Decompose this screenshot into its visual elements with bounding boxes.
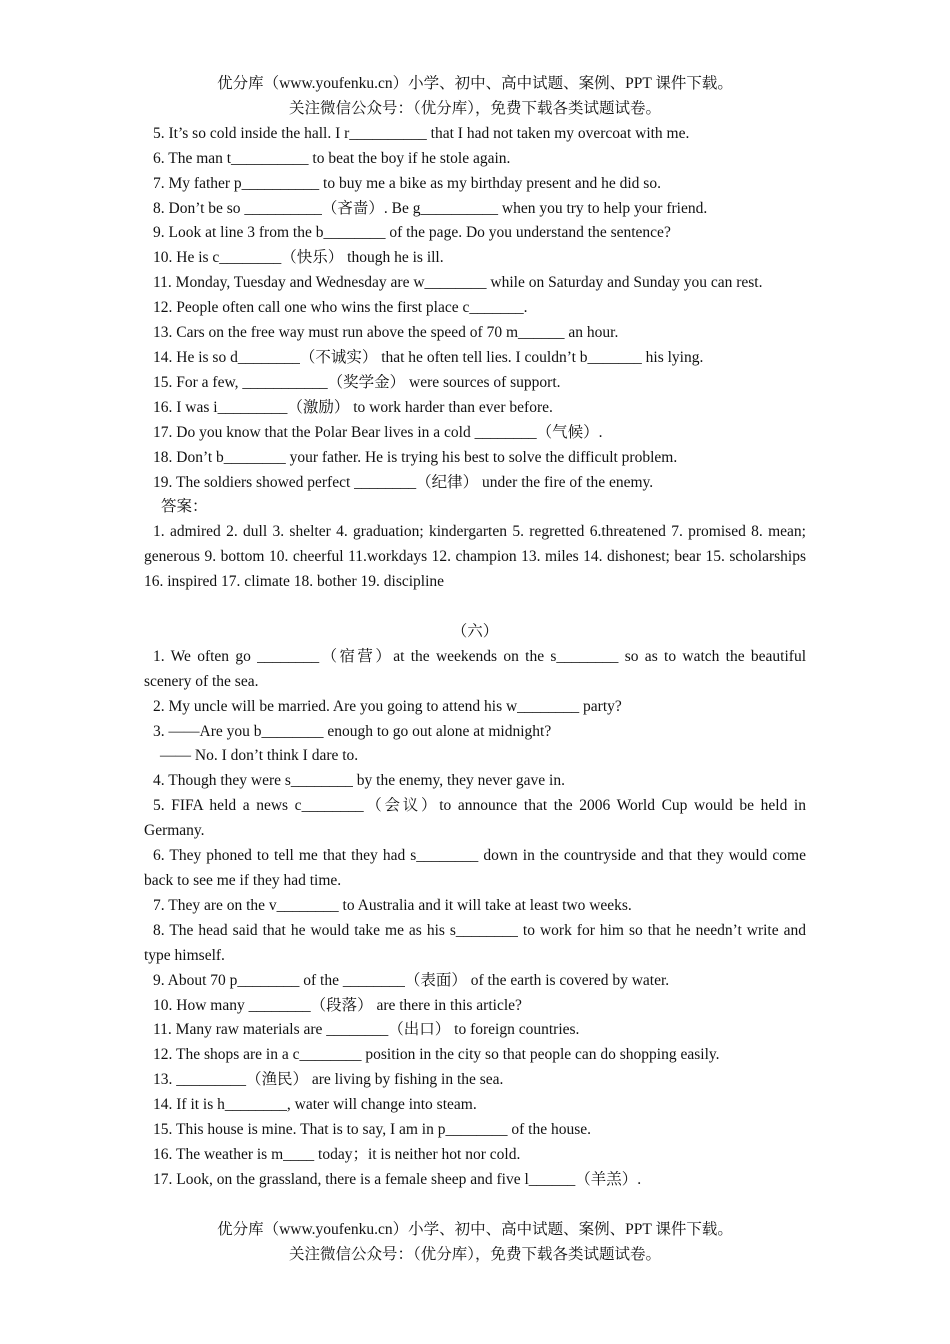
answer-label: 答案： bbox=[161, 498, 208, 516]
question-5-14: 14. He is so d________（不诚实） that he often tell lies. I couldn’t b_______ his lying. bbox=[153, 348, 704, 366]
question-6-11: 11. Many raw materials are ________（出口） to foreign countries. bbox=[153, 1021, 580, 1039]
footer-line-1: 优分库（www.youfenku.cn）小学、初中、高中试题、案例、PPT 课件下载。 bbox=[217, 1221, 733, 1238]
header-line-2: 关注微信公众号：（优分库），免费下载各类试题试卷。 bbox=[288, 99, 661, 117]
question-5-12: 12. People often call one who wins the first place c_______. bbox=[153, 299, 528, 317]
question-5-9: 9. Look at line 3 from the b________ of the page. Do you understand the sentence? bbox=[153, 224, 671, 242]
question-5-16: 16. I was i_________（激励） to work harder than ever before. bbox=[153, 398, 553, 416]
question-5-8: 8. Don’t be so __________（吝啬）. Be g__________ when you try to help your friend. bbox=[153, 199, 708, 217]
question-5-17: 17. Do you know that the Polar Bear lives in a cold ________（气候）. bbox=[153, 423, 603, 441]
footer-line-2: 关注微信公众号：（优分库），免费下载各类试题试卷。 bbox=[288, 1245, 661, 1263]
question-6-5: 5. FIFA held a news c________（会议）to announce that the 2006 World Cup would be held in Germany. bbox=[144, 797, 806, 840]
question-5-13: 13. Cars on the free way must run above the speed of 70 m______ an hour. bbox=[153, 324, 619, 342]
question-6-1: 1. We often go ________（宿营）at the weekends on the s________ so as to watch the beautiful scenery of the sea. bbox=[144, 647, 806, 690]
question-6-10: 10. How many ________（段落） are there in this article? bbox=[153, 996, 522, 1014]
section-title-6: （六） bbox=[451, 622, 499, 640]
header-line-1: 优分库（www.youfenku.cn）小学、初中、高中试题、案例、PPT 课件下载。 bbox=[217, 75, 733, 92]
question-6-13: 13. _________（渔民） are living by fishing in the sea. bbox=[153, 1071, 504, 1089]
question-6-4: 4. Though they were s________ by the enemy, they never gave in. bbox=[153, 772, 565, 790]
question-5-6: 6. The man t__________ to beat the boy if he stole again. bbox=[153, 149, 511, 167]
question-5-10: 10. He is c________（快乐） though he is ill. bbox=[153, 249, 444, 267]
question-5-11: 11. Monday, Tuesday and Wednesday are w________ while on Saturday and Sunday you can rest. bbox=[153, 274, 763, 292]
question-6-8: 8. The head said that he would take me as his s________ to work for him so that he needn’t write and type himself. bbox=[144, 921, 806, 964]
page-footer bbox=[144, 1218, 806, 1268]
question-6-14: 14. If it is h________, water will change into steam. bbox=[153, 1096, 477, 1114]
question-6-3-reply: —— No. I don’t think I dare to. bbox=[160, 747, 359, 765]
question-6-3: 3. ——Are you b________ enough to go out alone at midnight? bbox=[153, 722, 552, 740]
question-6-12: 12. The shops are in a c________ position in the city so that people can do shopping easily. bbox=[153, 1046, 720, 1064]
question-6-9: 9. About 70 p________ of the ________（表面） of the earth is covered by water. bbox=[153, 971, 670, 989]
question-6-7: 7. They are on the v________ to Australia and it will take at least two weeks. bbox=[153, 896, 632, 914]
question-6-2: 2. My uncle will be married. Are you going to attend his w________ party? bbox=[153, 697, 622, 715]
answer-key: 1. admired 2. dull 3. shelter 4. graduation; kindergarten 5. regretted 6.threatened 7. promised 8. mean; generous 9. bottom 10. cheerful 11.workdays 12. champion 13. miles 14. dishonest; bear 15. scholarships 16. inspired 17. climate 18. bother 19. discipline bbox=[144, 523, 806, 591]
question-5-5: 5. It’s so cold inside the hall. I r__________ that I had not taken my overcoat with me. bbox=[153, 124, 690, 142]
question-6-16: 16. The weather is m____ today；it is neither hot nor cold. bbox=[153, 1145, 521, 1163]
question-6-17: 17. Look, on the grassland, there is a female sheep and five l______（羊羔）. bbox=[153, 1170, 642, 1188]
question-5-15: 15. For a few, ___________（奖学金） were sources of support. bbox=[153, 373, 561, 391]
document-page bbox=[144, 72, 806, 1193]
spacer bbox=[144, 595, 806, 620]
question-5-7: 7. My father p__________ to buy me a bike as my birthday present and he did so. bbox=[153, 174, 661, 192]
question-5-18: 18. Don’t b________ your father. He is trying his best to solve the difficult problem. bbox=[153, 448, 678, 466]
question-5-19: 19. The soldiers showed perfect ________（纪律） under the fire of the enemy. bbox=[153, 473, 654, 491]
question-6-15: 15. This house is mine. That is to say, I am in p________ of the house. bbox=[153, 1121, 591, 1139]
question-6-6: 6. They phoned to tell me that they had s________ down in the countryside and that they would come back to see me if they had time. bbox=[144, 847, 806, 889]
